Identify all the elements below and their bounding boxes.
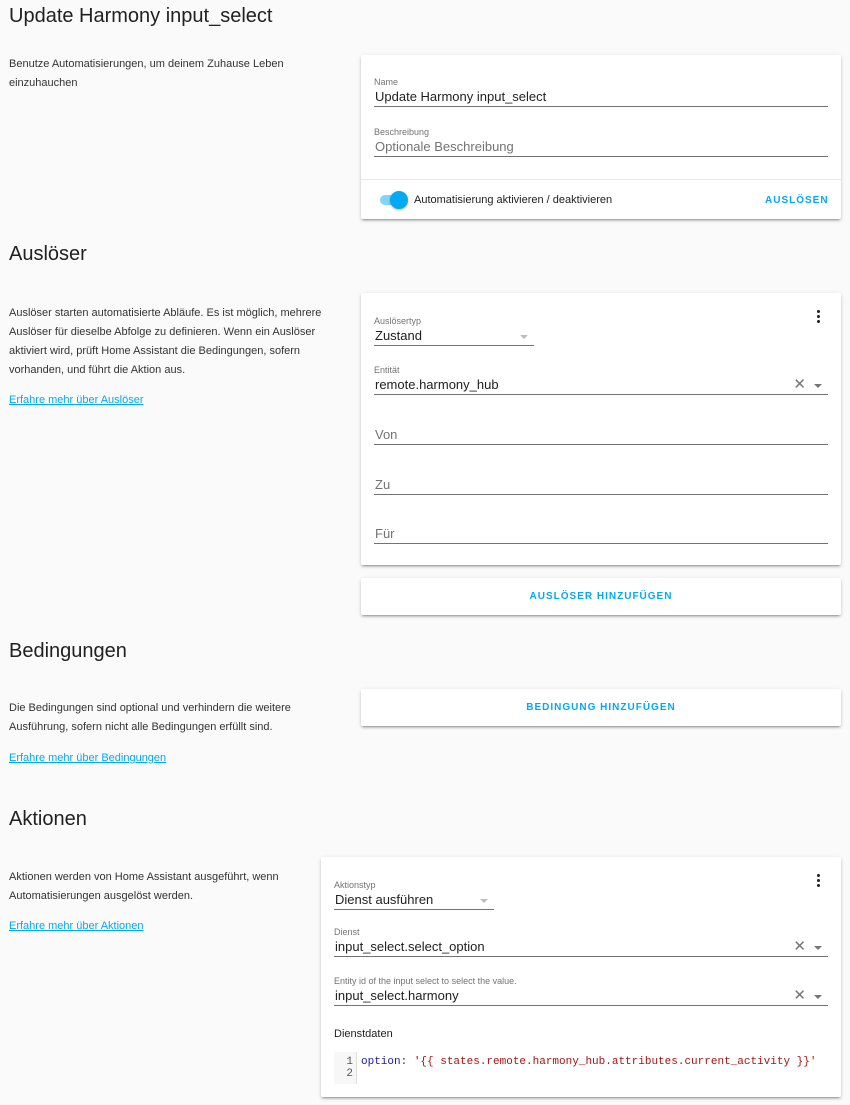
page-title: Update Harmony input_select: [9, 5, 273, 27]
action-entity-text: input_select.harmony: [335, 988, 459, 1003]
close-icon[interactable]: ✕: [793, 987, 806, 1004]
from-input[interactable]: Von: [374, 425, 828, 445]
actions-title: Aktionen: [9, 808, 87, 830]
conditions-title: Bedingungen: [9, 640, 127, 662]
triggers-learn-more-link[interactable]: Erfahre mehr über Auslöser: [9, 394, 144, 406]
automation-enabled-toggle[interactable]: [378, 193, 408, 207]
arrow-drop-down-icon[interactable]: [814, 946, 822, 950]
action-entity-select[interactable]: [334, 976, 828, 1006]
actions-learn-more-link[interactable]: Erfahre mehr über Aktionen: [9, 920, 144, 932]
service-value[interactable]: [334, 937, 828, 957]
action-type-text: Dienst ausführen: [335, 892, 434, 907]
entity-label: Entität: [374, 365, 400, 375]
code-content[interactable]: [357, 1052, 820, 1084]
trigger-type-select[interactable]: [374, 316, 534, 346]
yaml-key: option: [361, 1056, 401, 1068]
card-divider: [361, 179, 841, 180]
from-field[interactable]: [374, 425, 828, 445]
add-trigger-label: AUSLÖSER HINZUFÜGEN: [529, 591, 673, 602]
close-icon[interactable]: ✕: [793, 376, 806, 393]
service-select[interactable]: [334, 927, 828, 957]
name-field[interactable]: [374, 77, 828, 107]
for-field[interactable]: [374, 524, 828, 544]
action-card: [321, 857, 841, 1097]
action-type-select[interactable]: [334, 880, 494, 910]
trigger-button[interactable]: AUSLÖSEN: [765, 195, 829, 206]
service-data-editor[interactable]: [334, 1052, 828, 1084]
more-vert-icon[interactable]: [810, 307, 826, 325]
action-type-label: Aktionstyp: [334, 880, 376, 890]
yaml-colon: :: [400, 1056, 414, 1068]
arrow-drop-down-icon: [520, 335, 528, 339]
service-label: Dienst: [334, 927, 360, 937]
description-input[interactable]: Optionale Beschreibung: [374, 137, 828, 157]
to-field[interactable]: [374, 475, 828, 495]
action-type-value[interactable]: [334, 890, 494, 910]
to-input[interactable]: Zu: [374, 475, 828, 495]
line-number: 1: [346, 1056, 353, 1068]
add-condition-button[interactable]: [361, 689, 841, 726]
trigger-type-text: Zustand: [375, 328, 422, 343]
toggle-label: Automatisierung aktivieren / deaktivieren: [414, 194, 613, 206]
for-input[interactable]: Für: [374, 524, 828, 544]
entity-value[interactable]: [374, 375, 828, 395]
trigger-type-value[interactable]: [374, 326, 534, 346]
name-label: Name: [374, 77, 399, 87]
arrow-drop-down-icon[interactable]: [814, 384, 822, 388]
page-intro: Benutze Automatisierungen, um deinem Zuhause Leben einzuhauchen: [9, 58, 284, 89]
trigger-card: [361, 293, 841, 565]
line-number-gutter: [334, 1052, 357, 1084]
service-text: input_select.select_option: [335, 939, 485, 954]
service-data-label: Dienstdaten: [334, 1028, 393, 1040]
entity-text: remote.harmony_hub: [375, 377, 499, 392]
yaml-value: '{{ states.remote.harmony_hub.attributes.current_activity }}': [413, 1056, 817, 1068]
close-icon[interactable]: ✕: [793, 938, 806, 955]
triggers-description: Auslöser starten automatisierte Abläufe. Es ist möglich, mehrere Auslöser für dieselbe Abfolge zu definieren. Wenn ein Auslöser aktiviert wird, prüft Home Assistant die Bedingungen, sofern vorhanden, und führt die Aktion aus.: [9, 307, 322, 376]
trigger-type-label: Auslösertyp: [374, 316, 422, 326]
add-condition-label: BEDINGUNG HINZUFÜGEN: [526, 702, 676, 713]
automation-info-card: [361, 55, 841, 219]
line-number: 2: [346, 1068, 353, 1080]
more-vert-icon[interactable]: [810, 871, 826, 889]
conditions-description: Die Bedingungen sind optional und verhindern die weitere Ausführung, sofern nicht alle Bedingungen erfüllt sind.: [9, 702, 291, 733]
arrow-drop-down-icon: [480, 899, 488, 903]
action-entity-value[interactable]: [334, 986, 828, 1006]
actions-description: Aktionen werden von Home Assistant ausgeführt, wenn Automatisierungen ausgelöst werden.: [9, 871, 279, 902]
action-entity-label: Entity id of the input select to select the value.: [334, 976, 517, 986]
name-input[interactable]: Update Harmony input_select: [374, 87, 828, 107]
add-trigger-button[interactable]: [361, 578, 841, 615]
conditions-learn-more-link[interactable]: Erfahre mehr über Bedingungen: [9, 752, 167, 764]
description-label: Beschreibung: [374, 127, 430, 137]
triggers-title: Auslöser: [9, 243, 87, 265]
description-field[interactable]: [374, 127, 828, 157]
entity-select[interactable]: [374, 365, 828, 395]
arrow-drop-down-icon[interactable]: [814, 995, 822, 999]
toggle-thumb: [390, 191, 408, 209]
